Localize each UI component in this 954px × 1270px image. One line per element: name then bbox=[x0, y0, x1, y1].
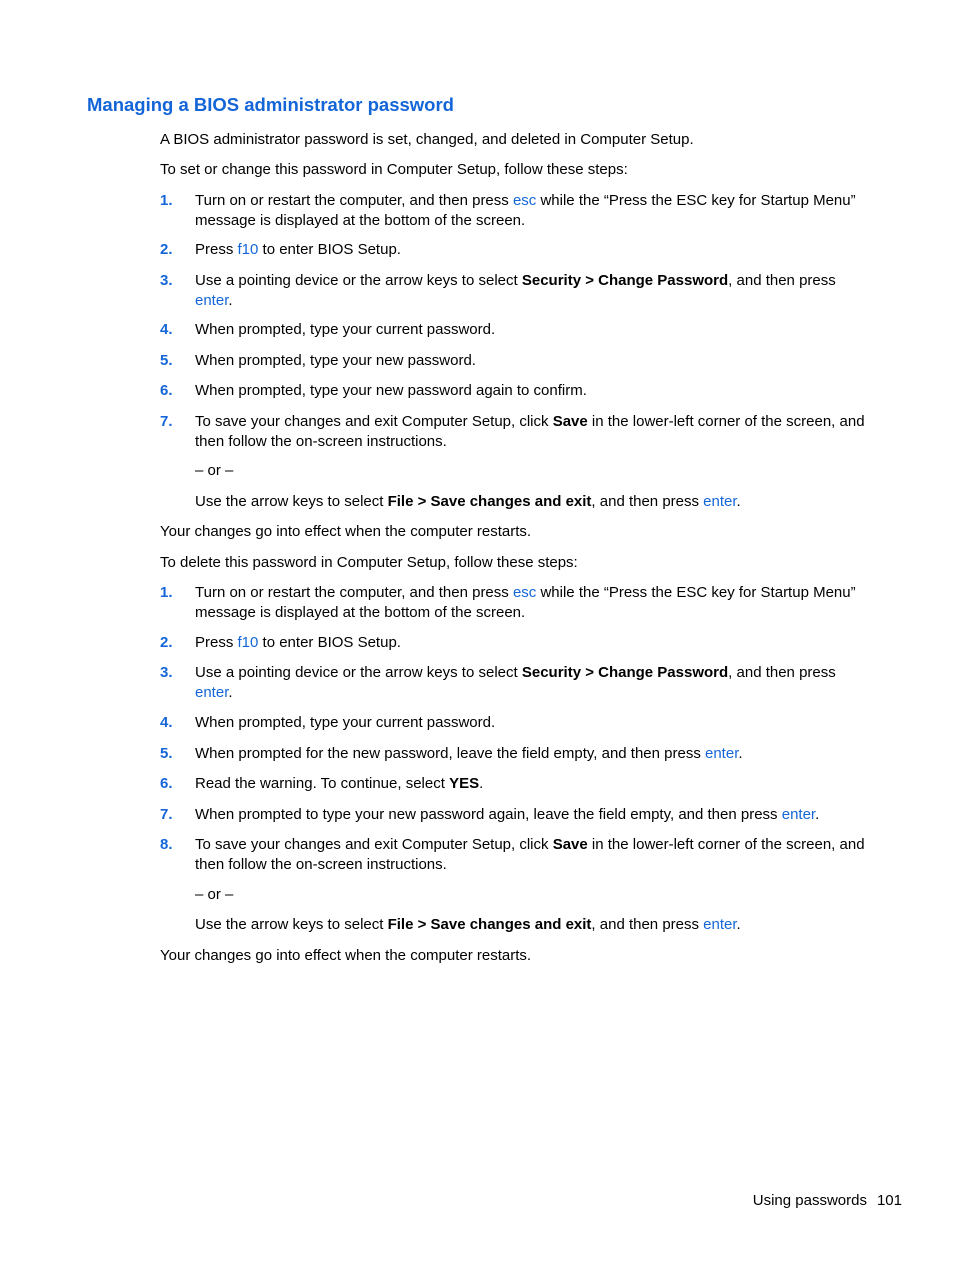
yes-label: YES bbox=[449, 775, 480, 792]
step-text: Use a pointing device or the arrow keys to select Security > Change Password, and then press enter. bbox=[195, 272, 836, 309]
step-number: 6. bbox=[160, 382, 173, 399]
step-text: When prompted, type your current password. bbox=[195, 321, 496, 338]
save-label: Save bbox=[552, 836, 588, 853]
enter-key: enter bbox=[781, 806, 816, 823]
step-text: When prompted, type your new password again to confirm. bbox=[195, 382, 587, 399]
step-number: 5. bbox=[160, 745, 173, 762]
intro-paragraph: A BIOS administrator password is set, changed, and deleted in Computer Setup. bbox=[160, 131, 694, 148]
section-heading: Managing a BIOS administrator password bbox=[87, 94, 454, 115]
enter-key: enter bbox=[705, 745, 739, 762]
or-separator: – or – bbox=[195, 462, 234, 479]
menu-path: Security > Change Password bbox=[521, 664, 729, 681]
step-text: To save your changes and exit Computer Setup, click Save in the lower-left corner of the screen, and then follow the on-screen instructions. bbox=[195, 413, 865, 450]
or-separator: – or – bbox=[195, 886, 234, 903]
step-text: Read the warning. To continue, select YES. bbox=[195, 775, 484, 792]
menu-path: Security > Change Password bbox=[521, 272, 729, 289]
enter-key: enter bbox=[195, 683, 229, 701]
step-text: Turn on or restart the computer, and then press esc while the “Press the ESC key for Startup Menu” message is displayed at the bottom of the screen. bbox=[195, 192, 856, 229]
step-number: 1. bbox=[160, 192, 173, 209]
set-steps-intro: To set or change this password in Computer Setup, follow these steps: bbox=[160, 161, 628, 178]
delete-outro: Your changes go into effect when the computer restarts. bbox=[160, 947, 532, 964]
step-number: 8. bbox=[160, 836, 173, 853]
f10-key: f10 bbox=[237, 241, 259, 258]
esc-key: esc bbox=[512, 192, 537, 209]
enter-key: enter bbox=[703, 493, 737, 510]
delete-alternative-step: Use the arrow keys to select File > Save changes and exit, and then press enter. bbox=[195, 916, 741, 933]
step-text: Press f10 to enter BIOS Setup. bbox=[195, 634, 401, 651]
delete-steps-intro: To delete this password in Computer Setup, follow these steps: bbox=[160, 554, 578, 571]
footer-section-title: Using passwords bbox=[752, 1192, 867, 1209]
f10-key: f10 bbox=[237, 634, 259, 651]
step-number: 2. bbox=[160, 634, 173, 651]
step-number: 4. bbox=[160, 321, 173, 338]
enter-key: enter bbox=[703, 916, 737, 933]
enter-key: enter bbox=[195, 291, 229, 309]
menu-path: File > Save changes and exit bbox=[387, 493, 592, 510]
set-outro: Your changes go into effect when the computer restarts. bbox=[160, 523, 532, 540]
step-number: 5. bbox=[160, 352, 173, 369]
step-number: 1. bbox=[160, 584, 173, 601]
step-text: When prompted for the new password, leave the field empty, and then press enter. bbox=[195, 745, 743, 762]
step-text: When prompted, type your new password. bbox=[195, 352, 476, 369]
step-text: When prompted to type your new password again, leave the field empty, and then press enter. bbox=[195, 806, 820, 823]
step-number: 7. bbox=[160, 806, 173, 823]
step-number: 3. bbox=[160, 272, 173, 289]
menu-path: File > Save changes and exit bbox=[387, 916, 592, 933]
step-number: 3. bbox=[160, 664, 173, 681]
step-number: 6. bbox=[160, 775, 173, 792]
page-footer bbox=[753, 1191, 902, 1211]
step-number: 4. bbox=[160, 714, 173, 731]
step-text: Press f10 to enter BIOS Setup. bbox=[195, 241, 401, 258]
set-alternative-step: Use the arrow keys to select File > Save changes and exit, and then press enter. bbox=[195, 493, 741, 510]
step-text: Use a pointing device or the arrow keys to select Security > Change Password, and then press enter. bbox=[195, 664, 836, 701]
page-number: 101 bbox=[876, 1192, 902, 1209]
step-text: Turn on or restart the computer, and then press esc while the “Press the ESC key for Startup Menu” message is displayed at the bottom of the screen. bbox=[195, 584, 856, 621]
save-label: Save bbox=[552, 413, 588, 430]
step-text: To save your changes and exit Computer Setup, click Save in the lower-left corner of the screen, and then follow the on-screen instructions. bbox=[195, 836, 865, 873]
step-number: 2. bbox=[160, 241, 173, 258]
step-text: When prompted, type your current password. bbox=[195, 714, 496, 731]
step-number: 7. bbox=[160, 413, 173, 430]
esc-key: esc bbox=[512, 584, 537, 601]
